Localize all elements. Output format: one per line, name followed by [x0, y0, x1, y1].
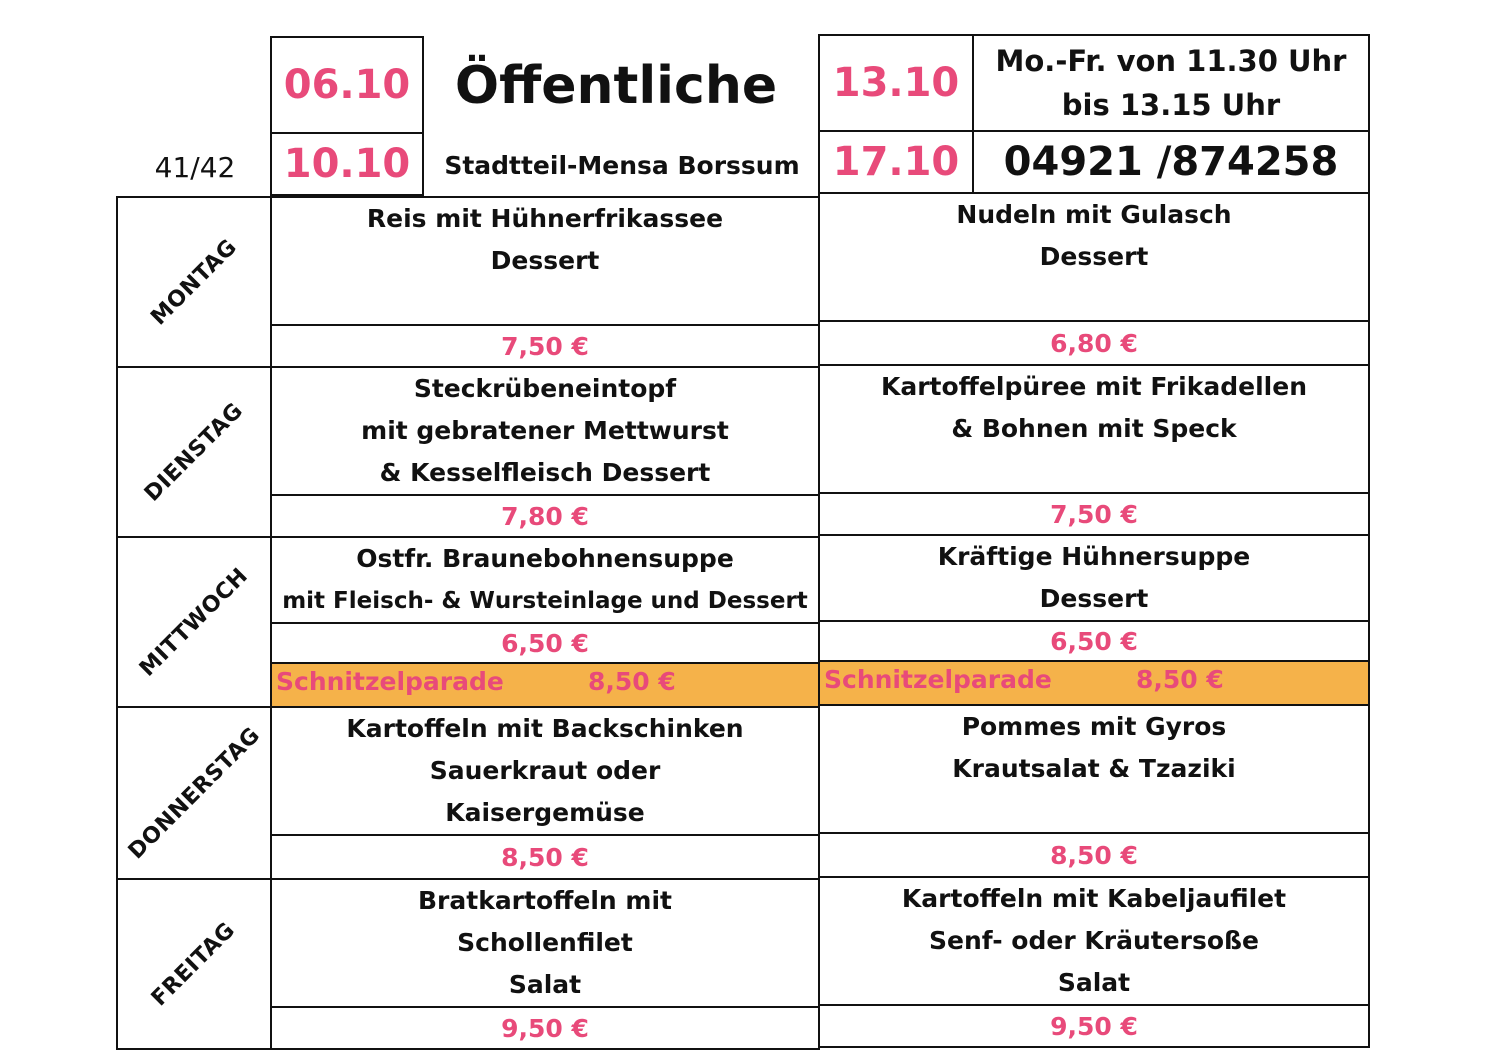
opening-hours — [972, 34, 1370, 132]
price-freitag-week2: 9,50 € — [818, 1004, 1370, 1048]
meal-freitag-week2 — [818, 876, 1370, 1006]
day-cell-donnerstag — [116, 706, 272, 880]
day-cell-mittwoch — [116, 536, 272, 708]
meal-line: Krautsalat & Tzaziki — [952, 754, 1236, 783]
meal-line: Kräftige Hühnersuppe — [937, 542, 1251, 571]
meal-donnerstag-week2 — [818, 704, 1370, 834]
meal-line: & Bohnen mit Speck — [951, 414, 1237, 443]
meal-line: & Kesselfleisch Dessert — [379, 458, 711, 487]
day-label-mittwoch: MITTWOCH — [134, 562, 254, 682]
special-offer-label: Schnitzelparade — [276, 667, 504, 696]
meal-line: Bratkartoffeln mit — [417, 886, 672, 915]
day-cell-freitag — [116, 878, 272, 1050]
meal-line: Kartoffeln mit Backschinken — [346, 714, 744, 743]
day-label-freitag: FREITAG — [147, 917, 241, 1011]
date-week1-end: 10.10 — [270, 132, 424, 196]
day-cell-dienstag — [116, 366, 272, 538]
meal-montag-week2 — [818, 192, 1370, 322]
opening-hours-line1: Mo.-Fr. von 11.30 Uhr — [995, 44, 1347, 78]
meal-freitag-week1 — [270, 878, 820, 1008]
price-donnerstag-week1: 8,50 € — [270, 834, 820, 880]
meal-line: Kartoffelpüree mit Frikadellen — [880, 372, 1307, 401]
meal-line: Kartoffeln mit Kabeljaufilet — [901, 884, 1287, 913]
price-montag-week2: 6,80 € — [818, 320, 1370, 366]
special-offer-label: Schnitzelparade — [824, 665, 1052, 694]
meal-line: Nudeln mit Gulasch — [956, 200, 1232, 229]
page-title: Öffentliche — [454, 56, 778, 116]
day-label-donnerstag: DONNERSTAG — [123, 722, 265, 864]
week-number: 41/42 — [154, 150, 236, 184]
special-offer-week2 — [818, 660, 1370, 706]
meal-line: mit gebratener Mettwurst — [361, 416, 729, 445]
opening-hours-line2: bis 13.15 Uhr — [1061, 88, 1281, 122]
price-freitag-week1: 9,50 € — [270, 1006, 820, 1050]
meal-line: Steckrübeneintopf — [413, 374, 677, 403]
meal-line: Ostfr. Braunebohnensuppe — [356, 544, 734, 573]
date-week2-start: 13.10 — [818, 34, 974, 132]
phone-number: 04921 /874258 — [972, 130, 1370, 194]
date-week2-end: 17.10 — [818, 130, 974, 194]
meal-mittwoch-week2 — [818, 534, 1370, 622]
meal-donnerstag-week1 — [270, 706, 820, 836]
price-mittwoch-week1: 6,50 € — [270, 622, 820, 664]
day-label-montag: MONTAG — [146, 234, 242, 330]
meal-line: Pommes mit Gyros — [961, 712, 1227, 741]
meal-line: Sauerkraut oder — [429, 756, 661, 785]
price-mittwoch-week2: 6,50 € — [818, 620, 1370, 662]
price-dienstag-week1: 7,80 € — [270, 494, 820, 538]
day-label-dienstag: DIENSTAG — [139, 397, 249, 507]
meal-line: Salat — [1057, 968, 1131, 997]
special-offer-week1 — [270, 662, 820, 708]
meal-line: Reis mit Hühnerfrikassee — [366, 204, 724, 233]
meal-montag-week1 — [270, 196, 820, 326]
meal-mittwoch-week1 — [270, 536, 820, 624]
meal-line: mit Fleisch- & Wursteinlage und Dessert — [282, 588, 808, 614]
price-dienstag-week2: 7,50 € — [818, 492, 1370, 536]
meal-dienstag-week1 — [270, 366, 820, 496]
meal-line: Kaisergemüse — [445, 798, 645, 827]
canteen-name: Stadtteil-Mensa Borssum — [444, 150, 800, 180]
date-week1-start: 06.10 — [270, 36, 424, 134]
meal-line: Dessert — [1039, 584, 1149, 613]
meal-line: Dessert — [490, 246, 600, 275]
meal-dienstag-week2 — [818, 364, 1370, 494]
special-offer-price: 8,50 € — [588, 667, 676, 696]
special-offer-price: 8,50 € — [1136, 665, 1224, 694]
day-cell-montag — [116, 196, 272, 368]
price-montag-week1: 7,50 € — [270, 324, 820, 368]
meal-line: Salat — [508, 970, 582, 999]
meal-line: Schollenfilet — [457, 928, 633, 957]
meal-line: Senf- oder Kräutersoße — [929, 926, 1259, 955]
price-donnerstag-week2: 8,50 € — [818, 832, 1370, 878]
meal-line: Dessert — [1039, 242, 1149, 271]
